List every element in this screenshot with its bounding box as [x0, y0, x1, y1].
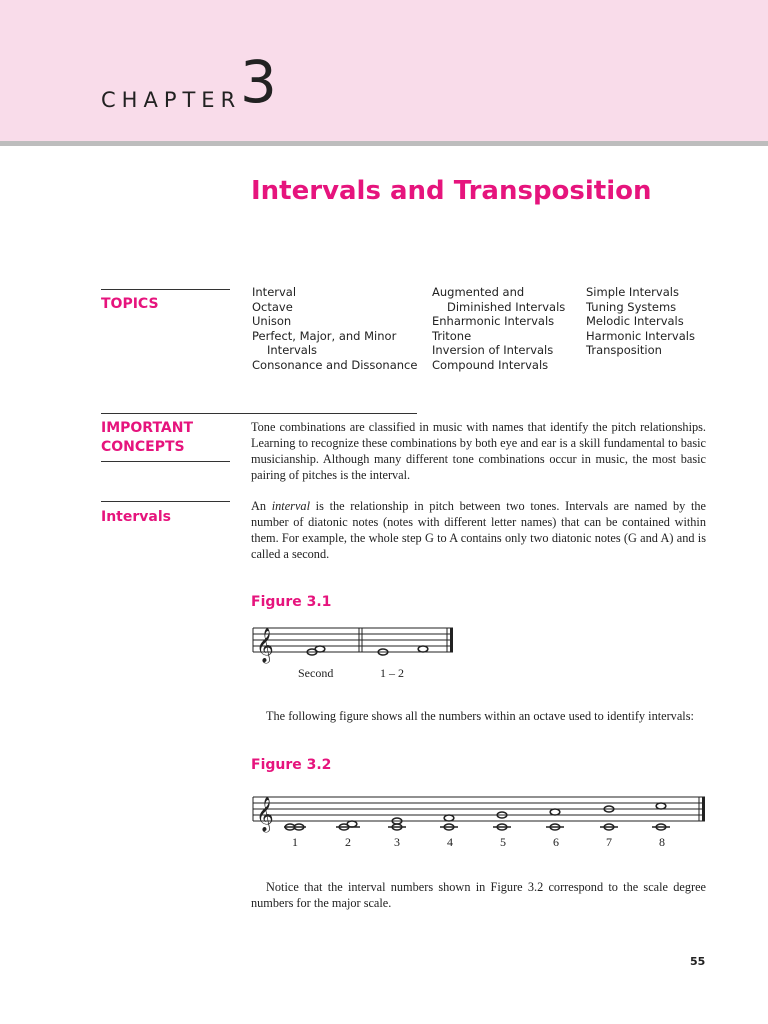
figure-3-1-caption-numbers: 1 – 2	[380, 666, 404, 680]
concepts-rule-bottom	[101, 461, 230, 462]
topics-column-2	[432, 285, 565, 372]
topic-item: Unison	[252, 314, 292, 328]
topic-item: Augmented and	[432, 285, 525, 299]
topic-item: Interval	[252, 285, 297, 299]
intervals-rule	[101, 501, 230, 502]
concepts-heading	[101, 419, 193, 457]
topic-item: Perfect, Major, and Minor	[252, 328, 397, 343]
topic-item: Consonance and Dissonance	[252, 357, 418, 372]
chapter-header-band	[0, 0, 768, 141]
page-number: 55	[690, 955, 706, 968]
closing-paragraph: Notice that the interval numbers shown in Figure 3.2 correspond to the scale degree numbers for the major scale.	[251, 880, 706, 910]
interval-number-4: 4	[447, 835, 453, 849]
interval-number-5: 5	[500, 835, 506, 849]
intervals-text-start: An	[251, 499, 272, 513]
topics-column-3	[586, 285, 695, 358]
header-divider	[0, 141, 768, 146]
topic-item: Melodic Intervals	[586, 314, 684, 328]
topics-heading: TOPICS	[101, 296, 159, 312]
topic-item: Inversion of Intervals	[432, 343, 554, 357]
intervals-heading: Intervals	[101, 509, 171, 525]
topic-item: Transposition	[586, 343, 662, 357]
topic-item: Octave	[252, 299, 293, 314]
figure-intro-paragraph: The following figure shows all the numbers within an octave used to identify intervals:	[266, 709, 694, 723]
figure-3-2-staff	[250, 787, 710, 833]
chapter-number: 3	[240, 48, 277, 116]
topic-item: Tuning Systems	[586, 299, 677, 314]
figure-3-2-title: Figure 3.2	[251, 757, 332, 773]
treble-clef-icon: 𝄞	[256, 797, 274, 832]
figure-3-1-staff	[250, 618, 455, 670]
topic-item: Tritone	[432, 328, 472, 343]
interval-number-6: 6	[553, 835, 559, 849]
topic-item: Intervals	[267, 343, 318, 357]
topic-item: Simple Intervals	[586, 285, 679, 299]
figure-3-1-title: Figure 3.1	[251, 594, 332, 610]
interval-number-8: 8	[659, 835, 665, 849]
concepts-heading-line2: CONCEPTS	[101, 439, 185, 455]
concepts-paragraph: Tone combinations are classified in music with names that identify the pitch relationships. Learning to recognize these combinations by both eye and ear is a skill fundamental to basic musicianship. Although many different tone combinations occur in music, the most basic pairing of pitches is the interval.	[251, 420, 706, 482]
interval-number-7: 7	[606, 835, 612, 849]
concepts-heading-line1: IMPORTANT	[101, 420, 194, 436]
intervals-text-rest: is the relationship in pitch between two tones. Intervals are named by the number of diatonic notes (notes with different letter names) that can be contained within them. For example, the whole step G to A contains only two diatonic notes (G and A) and is called a second.	[251, 499, 706, 561]
topics-column-1	[252, 285, 417, 372]
topic-item: Enharmonic Intervals	[432, 314, 555, 328]
intervals-paragraph	[251, 498, 706, 562]
interval-term: interval	[271, 499, 310, 513]
figure-3-1-caption-second: Second	[298, 666, 334, 680]
concepts-rule-top	[101, 413, 417, 414]
topics-rule	[101, 289, 230, 290]
page-title: Intervals and Transposition	[251, 176, 652, 206]
topic-item: Diminished Intervals	[447, 299, 566, 314]
topic-item: Compound Intervals	[432, 357, 549, 372]
chapter-label: CHAPTER	[101, 88, 242, 112]
topic-item: Harmonic Intervals	[586, 328, 695, 343]
interval-number-2: 2	[345, 835, 351, 849]
treble-clef-icon: 𝄞	[256, 628, 274, 663]
interval-number-1: 1	[292, 835, 298, 849]
interval-number-3: 3	[394, 835, 400, 849]
